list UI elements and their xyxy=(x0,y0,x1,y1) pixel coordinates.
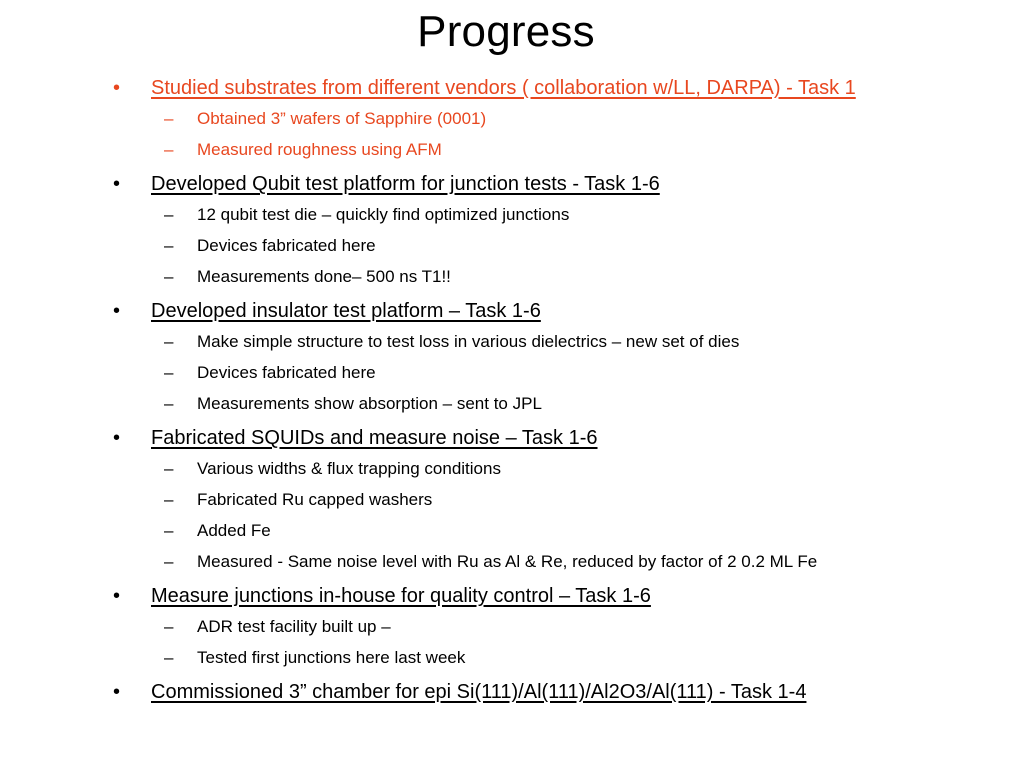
sub-text: Measured - Same noise level with Ru as Al & Re, reduced by factor of 2 0.2 ML Fe xyxy=(197,552,818,571)
sub-text: Various widths & flux trapping conditions xyxy=(197,459,501,478)
sub-text: Measurements show absorption – sent to JPL xyxy=(197,394,542,413)
dash-icon: – xyxy=(164,490,174,509)
sub-item xyxy=(100,388,1000,419)
bullet-item xyxy=(100,73,1000,103)
sub-item xyxy=(100,611,1000,642)
dash-icon: – xyxy=(164,236,174,255)
dash-icon: – xyxy=(164,648,174,667)
sub-text: ADR test facility built up – xyxy=(197,617,391,636)
sub-item xyxy=(100,103,1000,134)
sub-text: Make simple structure to test loss in various dielectrics – new set of dies xyxy=(197,332,740,351)
dash-icon: – xyxy=(164,394,174,413)
sub-text: Fabricated Ru capped washers xyxy=(197,490,433,509)
sub-item xyxy=(100,357,1000,388)
sub-item xyxy=(100,484,1000,515)
sub-item xyxy=(100,199,1000,230)
dash-icon: – xyxy=(164,332,174,351)
dash-icon: – xyxy=(164,109,174,128)
sub-item xyxy=(100,230,1000,261)
bullet-dot-icon: • xyxy=(113,77,121,99)
bullet-text: Studied substrates from different vendors ( collaboration w/LL, DARPA) - Task 1 xyxy=(151,77,856,99)
bullet-dot-icon: • xyxy=(113,681,121,703)
dash-icon: – xyxy=(164,267,174,286)
sub-text: Added Fe xyxy=(197,521,271,540)
bullet-item xyxy=(100,581,1000,611)
bullet-dot-icon: • xyxy=(113,585,121,607)
sub-item xyxy=(100,134,1000,165)
sub-item xyxy=(100,326,1000,357)
bullet-text: Fabricated SQUIDs and measure noise – Task 1-6 xyxy=(151,427,598,449)
bullet-text: Developed insulator test platform – Task 1-6 xyxy=(151,300,541,322)
sub-text: Devices fabricated here xyxy=(197,236,376,255)
dash-icon: – xyxy=(164,521,174,540)
dash-icon: – xyxy=(164,363,174,382)
bullet-text: Developed Qubit test platform for junction tests - Task 1-6 xyxy=(151,173,660,195)
dash-icon: – xyxy=(164,205,174,224)
sub-text: Tested first junctions here last week xyxy=(197,648,466,667)
bullet-text: Measure junctions in-house for quality control – Task 1-6 xyxy=(151,585,651,607)
dash-icon: – xyxy=(164,459,174,478)
slide-title: Progress xyxy=(417,7,595,56)
bullet-dot-icon: • xyxy=(113,173,121,195)
bullet-text: Commissioned 3” chamber for epi Si(111)/Al(111)/Al2O3/Al(111) - Task 1-4 xyxy=(151,681,807,703)
sub-text: Measured roughness using AFM xyxy=(197,140,442,159)
bullet-dot-icon: • xyxy=(113,300,121,322)
bullet-item xyxy=(100,677,1000,707)
sub-item xyxy=(100,546,1000,577)
bullet-item xyxy=(100,296,1000,326)
bullet-list xyxy=(100,73,1000,707)
dash-icon: – xyxy=(164,140,174,159)
sub-text: Obtained 3” wafers of Sapphire (0001) xyxy=(197,109,487,128)
sub-text: Devices fabricated here xyxy=(197,363,376,382)
sub-text: 12 qubit test die – quickly find optimized junctions xyxy=(197,205,570,224)
bullet-item xyxy=(100,423,1000,453)
sub-item xyxy=(100,453,1000,484)
dash-icon: – xyxy=(164,617,174,636)
sub-text: Measurements done– 500 ns T1!! xyxy=(197,267,451,286)
sub-item xyxy=(100,642,1000,673)
sub-item xyxy=(100,515,1000,546)
dash-icon: – xyxy=(164,552,174,571)
bullet-item xyxy=(100,169,1000,199)
sub-item xyxy=(100,261,1000,292)
bullet-dot-icon: • xyxy=(113,427,121,449)
